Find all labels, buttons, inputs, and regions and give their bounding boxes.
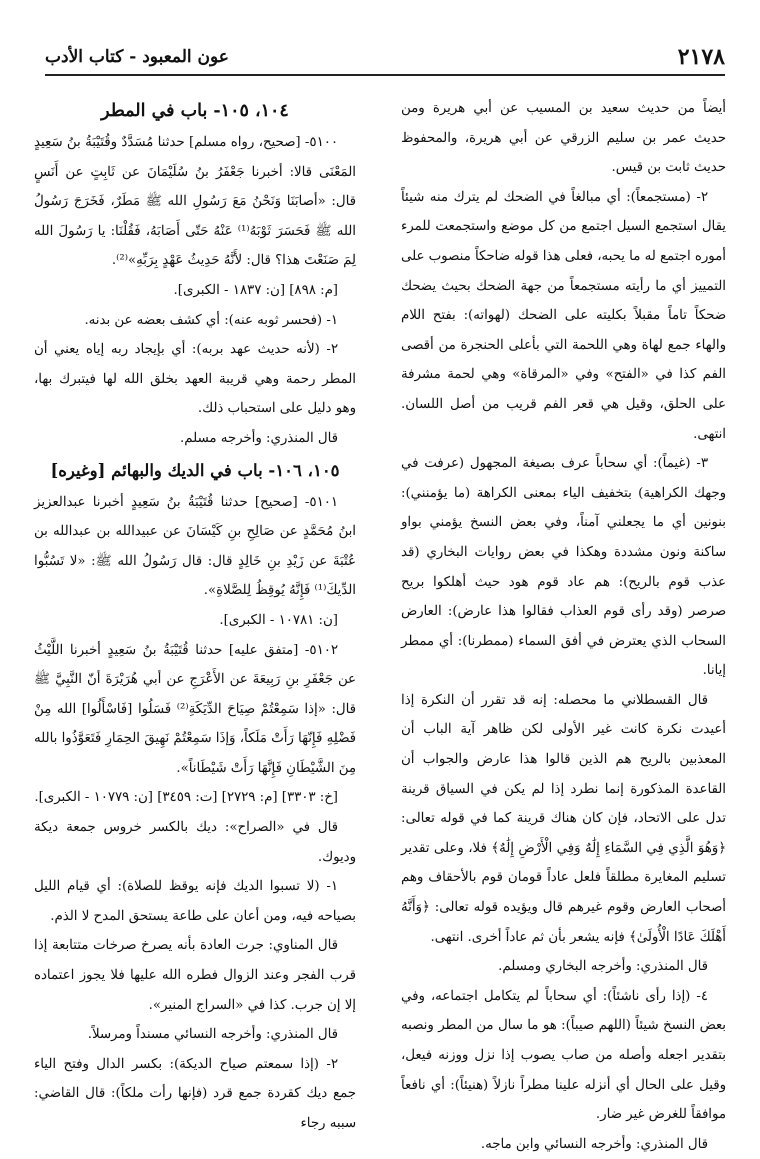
paragraph: قال في «الصراح»: ديك بالكسر خروس جمعة ديكة وديوك. [34, 820, 356, 865]
paragraph: أيضاً من حديث سعيد بن المسيب عن أبي هريرة ومن حديث عمر بن سليم الزرقي عن أبي هريرة، والمحفوظ حديث ثابت بن قيس. [401, 101, 726, 176]
right-text-column [401, 94, 726, 1159]
paragraph: قال القسطلاني ما محصله: إنه قد تقرر أن النكرة إذا أعيدت نكرة كانت غير الأولى لكن ظاهر آية الباب أن المعذبين بالريح هم الذين قالوا هذا عارض والجواب أن القاعدة المذكورة إنما نطرد إذا لم يكن في السياق قرينة تدل على الاتحاد، فإن كان هناك قرينة كما في قوله تعالى: ﴿وَهُوَ الَّذِي فِي السَّمَاءِ إِلَٰهٌ وَفِي الْأَرْضِ إِلَٰهٌ﴾ فلا، وعلى تقدير تسليم المغايرة مطلقاً فلعل عاداً قومان قوم بالأحقاف وهم أصحاب العارض وقوم غيرهم قال ويؤيده قوله تعالى: ﴿وَأَنَّهُ أَهْلَكَ عَادًا الْأُولَىٰ﴾ فإنه يشعر بأن ثم عاداً أخرى. انتهى. [401, 692, 726, 945]
page-number: ٢١٧٨ [677, 44, 725, 70]
paragraph: ٢- (إذا سمعتم صياح الديكة): بكسر الدال وفتح الياء جمع ديك كقردة جمع قرد (فإنها رأت ملكاً): قال القاضي: سببه رجاء [34, 1056, 356, 1131]
left-text-column [34, 94, 356, 1139]
paragraph: ٣- (غيماً): أي سحاباً عرف بصيغة المجهول (عرفت في وجهك الكراهية) بتخفيف الياء بمعنى الكراهة (ما يؤمنني): بنونين أي ما يجعلني آمناً، وفي بعض النسخ يؤمني بواو ساكنة ونون مشددة وهكذا في بعض روايات البخاري (قد عذب قوم بالريح): هم عاد قوم هود حيث أهلكوا بريح صرصر (وقد رأى قوم العذاب فقالوا هذا عارض): العارض السحاب الذي يعترض في أفق السماء (ممطرنا): أي ممطر إيانا. [401, 456, 726, 679]
paragraph: ١- (لا تسبوا الديك فإنه يوقظ للصلاة): أي قيام الليل بصياحه فيه، ومن أعان على طاعة يستحق المدح لا الذم. [34, 879, 356, 924]
paragraph: [ن: ١٠٧٨١ - الكبرى]. [219, 612, 338, 628]
paragraph: ٥١٠٢- [متفق عليه] حدثنا قُتَيْبَةُ بنُ سَعِيدٍ أخبرنا اللَّيْثُ عن جَعْفَرِ بنِ رَبِيعَةَ عن الأَعْرَجِ عن أبي هُرَيْرَةَ أنّ النَّبِيَّ ﷺ قال: «إذا سَمِعْتُمْ صِيَاحَ الدِّيَكَةِ⁽²⁾ فَسَلُوا [فَاسْأَلُوا] الله مِنْ فَضْلِهِ فَإِنّهَا رَأَتْ مَلَكاً، وَإذَا سَمِعْتُمْ نَهِيقَ الحِمَارِ فَتَعَوَّذُوا بالله مِنَ الشَّيْطَانِ فَإِنَّهَا رَأَتْ شَيْطَاناً». [34, 642, 357, 776]
paragraph: قال المنذري: وأخرجه البخاري ومسلم. [498, 959, 708, 975]
paragraph: قال المنذري: وأخرجه النسائي وابن ماجه. [480, 1136, 708, 1152]
paragraph: ٥١٠٠- [صحيح، رواه مسلم] حدثنا مُسَدَّدٌ وقُتَيْبَةُ بنُ سَعِيدٍ المَعْنَى قالا: أخبرنا جَعْفَرُ بنُ سُلَيْمَانَ عن ثَابِتٍ عن أَنَسٍ قال: «أصابَنَا وَنَحْنُ مَعَ رَسُولِ الله ﷺ مَطَرٌ، فَخَرَجَ رَسُولُ الله ﷺ فَحَسَرَ ثَوْبَهُ⁽¹⁾ عَنْهُ حَتّى أَصَابَهُ، فَقُلْنَا: يا رَسُولَ الله لِمَ صَنَعْتَ هذا؟ قال: لأَنَّهُ حَدِيثُ عَهْدٍ بِرَبِّهِ»⁽²⁾. [34, 135, 356, 269]
section-heading: ١٠٥، ١٠٦- باب في الديك والبهائم [وغيره] [50, 460, 340, 480]
section-heading: ١٠٤، ١٠٥- باب في المطر [101, 101, 289, 121]
paragraph: ٢- (مستجمعاً): أي مبالغاً في الضحك لم يترك منه شيئاً يقال استجمع السيل اجتمع من كل موضع واستجمعت للمرء أموره اجتمع له ما يحبه، فعلى هذا قوله ضاحكاً منصوب على التمييز أي ما رأيته مستجمعاً من جهة الضحك بحيث يضحك ضحكاً تاماً مقبلاً بكليته على الضحك (لهواته): بفتح اللام والهاء جمع لهاة وهي اللحمة التي بأعلى الحنجرة من أقصى الفم كذا في «الفتح» وفي «المرقاة» وهي لحمة مشرفة على الحلق، وقيل هي قعر الفم قريب من أصل اللسان. انتهى. [401, 189, 726, 442]
paragraph: [خ: ٣٣٠٣] [م: ٢٧٢٩] [ت: ٣٤٥٩] [ن: ١٠٧٧٩ - الكبرى]. [34, 790, 338, 806]
paragraph: ٤- (إذا رأى ناشئاً): أي سحاباً لم يتكامل اجتماعه، وفي بعض النسخ شيئاً (اللهم صيباً): هو ما سال من المطر ونصبه بتقدير اجعله وأصله من صاب يصوب إذا نزل ووزنه فيعل، وقيل على الحال أي أنزله علينا مطراً نازلاً (هنيئاً): أي نافعاً موافقاً للغرض غير ضار. [401, 988, 726, 1123]
paragraph: ٥١٠١- [صحيح] حدثنا قُتَيْبَةُ بنُ سَعِيدٍ أخبرنا عبدالعزيز ابنُ مُحَمَّدٍ عن صَالِحِ بنِ كَيْسَانَ عن عبيدالله بن عبدالله بن عُتْبَةَ عن زَيْدِ بنِ خَالِدٍ قال: قال رَسُولُ الله ﷺ: «لا تَسُبُّوا الدِّيكَ⁽¹⁾ فَإِنَّهُ يُوقِظُ لِلصَّلاةِ». [34, 494, 356, 599]
paragraph: ٢- (لأنه حديث عهد بربه): أي بإيجاد ربه إياه يعني أن المطر رحمة وهي قريبة العهد بخلق الله لها فيتبرك بها، وهو دليل على استحباب ذلك. [34, 342, 356, 417]
paragraph: [م: ٨٩٨] [ن: ١٨٣٧ - الكبرى]. [173, 282, 338, 298]
paragraph: قال المناوي: جرت العادة بأنه يصرخ صرخات متتابعة إذا قرب الفجر وعند الزوال فطره الله عليها فلا يجوز اعتماده إلا إن جرب. كذا في «السراج المنير». [34, 938, 356, 1013]
running-head: عون المعبود - كتاب الأدب [45, 47, 229, 67]
paragraph: قال المنذري: وأخرجه مسلم. [180, 430, 338, 446]
paragraph: قال المنذري: وأخرجه النسائي مسنداً ومرسلاً. [87, 1027, 338, 1043]
paragraph: ١- (فحسر ثوبه عنه): أي كشف بعضه عن بدنه. [84, 312, 338, 328]
page-header [45, 30, 725, 76]
